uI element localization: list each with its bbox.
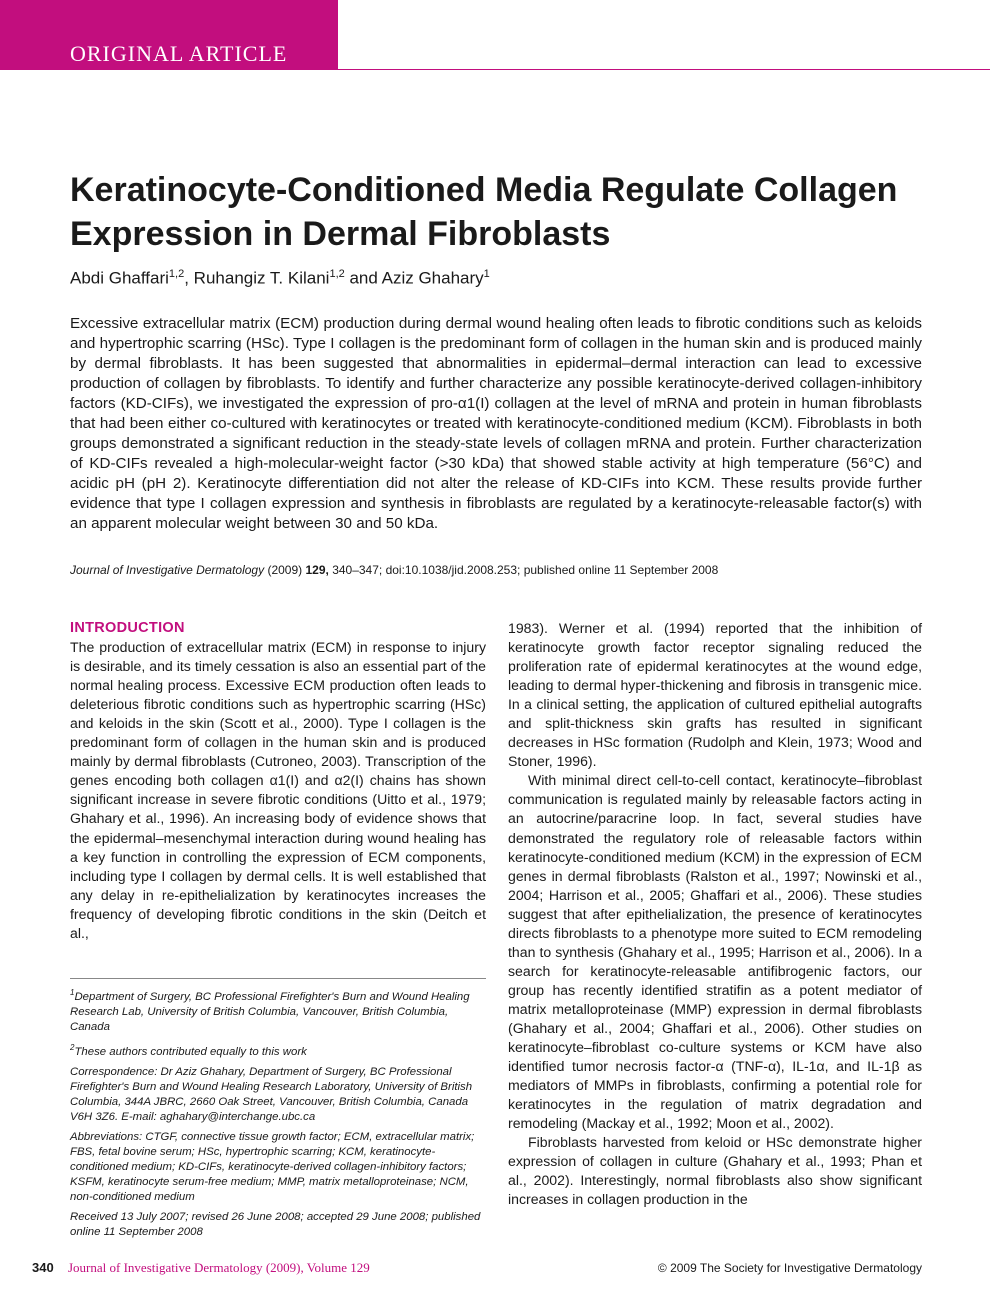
- article-title: Keratinocyte-Conditioned Media Regulate Collagen Expression in Dermal Fibroblasts: [70, 171, 898, 253]
- author-affiliation: 1,2: [329, 268, 345, 280]
- citation-volume: 129,: [305, 563, 329, 577]
- footnote-received: Received 13 July 2007; revised 26 June 2008; accepted 29 June 2008; published online 11 September 2008: [70, 1210, 481, 1238]
- author-separator: ,: [184, 268, 194, 288]
- page-number: 340: [32, 1260, 54, 1275]
- author-separator: and: [344, 268, 382, 288]
- author-affiliation: 1: [483, 268, 490, 280]
- author-name: Abdi Ghaffari: [70, 268, 169, 288]
- body-paragraph: With minimal direct cell-to-cell contact, keratinocyte–fibroblast communication is regulated mainly by releasable factors acting in an autocrine/paracrine loop. In fact, several studies have demonstrated the regulatory role of releasable factors within keratinocyte-conditioned medium (KCM) in the expression of ECM genes in dermal fibroblasts (Ralston et al., 1997; Nowinski et al., 2004; Harrison et al., 2005; Ghaffari et al., 2006). These studies suggest that after epithelialization, the presence of keratinocytes directs fibroblasts to a phenotype more suited to ECM remodeling than to synthesis (Ghahary et al., 1995; Harrison et al., 2006). In a search for keratinocyte-releasable antifibrogenic factors, our group has recently identified stratifin as a potent mediator of matrix metalloproteinase (MMP) expression in dermal fibroblasts (Ghahary et al., 2004; Ghaffari et al., 2006). Other studies on keratinocyte–fibroblast co-culture systems or KCM have also identified tumor necrosis factor-α (TNF-α), IL-1α, and IL-1β as mediators of MMPs in fibroblasts, confirming a potential role for keratinocytes in the regulation of matrix degradation and remodeling (Mackay et al., 1992; Moon et al., 2002).: [508, 772, 922, 1132]
- footnote-correspondence: Correspondence: Dr Aziz Ghahary, Department of Surgery, BC Professional Firefighter's Burn and Wound Healing Research Laboratory, University of British Columbia, 344A JBRC, 2660 Oak Street, Vancouver, British Columbia, Canada V6H 3Z6. E-mail: aghahary@interchange.ubc.ca: [70, 1065, 473, 1123]
- author-list: [70, 262, 930, 291]
- citation-year: (2009): [267, 563, 303, 577]
- citation-line: [70, 562, 922, 578]
- body-paragraph: The production of extracellular matrix (ECM) in response to injury is desirable, and its timely cessation is also an essential part of the normal healing process. Excessive ECM production often leads to deleterious fibrotic conditions such as hypertrophic scarring (HSc) and keloids in the skin (Scott et al., 2000). Type I collagen is the predominant form of collagen in the human skin and is produced mainly by dermal fibroblasts (Cutroneo, 2003). Transcription of the genes encoding both collagen α1(I) and α2(I) chains has shown significant increase in severe fibrotic conditions (Uitto et al., 1979; Ghahary et al., 1996). An increasing body of evidence shows that the epidermal–mesenchymal interaction during wound healing has a key function in controlling the expression of ECM components, including type I collagen by dermal cells. It is well established that any delay in re-epithelialization by keratinocytes increases the frequency of developing fibrotic conditions in the skin (Deitch et al.,: [70, 639, 486, 941]
- citation-pages: 340–347; doi:10.1038/jid.2008.253; published online 11 September 2008: [332, 563, 719, 577]
- body-paragraph: 1983). Werner et al. (1994) reported that the inhibition of keratinocyte growth factor receptor signaling reduced the proliferation rate of epidermal keratinocytes at the wound edge, leading to dermal hyper-thickening and fibrosis in transgenic mice. In a clinical setting, the application of cultured epithelial autografts and split-thickness skin grafts has resulted in significant decreases in HSc formation (Rudolph and Klein, 1973; Wood and Stoner, 1996).: [508, 620, 922, 770]
- header-rule: [338, 69, 990, 70]
- abstract: Excessive extracellular matrix (ECM) production during dermal wound healing often leads to fibrotic conditions such as keloids and hypertrophic scarring (HSc). Type I collagen is the predominant form of collagen in the human skin and is produced mainly by dermal fibroblasts. It has been suggested that abnormalities in epidermal–dermal interaction can lead to excessive production of collagen by fibroblasts. To identify and further characterize any possible keratinocyte-derived collagen-inhibitory factors (KD-CIFs), we investigated the expression of pro-α1(I) collagen at the level of mRNA and protein in human fibroblasts that had been either co-cultured with keratinocytes or treated with keratinocyte-conditioned medium (KCM). Fibroblasts in both groups demonstrated a significant reduction in the steady-state levels of collagen mRNA and protein. Further characterization of KD-CIFs revealed a high-molecular-weight factor (>30 kDa) that showed stable activity at high temperature (56°C) and acidic pH (pH 2). Keratinocyte differentiation did not alter the release of KD-CIFs into KCM. These results provide further evidence that type I collagen expression and synthesis in fibroblasts are regulated by a keratinocyte-releasable factor(s) with an apparent molecular weight between 30 and 50 kDa.: [70, 315, 922, 532]
- article-type-label: ORIGINAL ARTICLE: [70, 41, 288, 66]
- footnotes: [70, 985, 486, 1245]
- body-paragraph: Fibroblasts harvested from keloid or HSc demonstrate higher expression of collagen in culture (Ghahary et al., 1993; Phan et al., 2002). Interestingly, normal fibroblasts also show significant increases in collagen production in the: [508, 1134, 922, 1208]
- footnote-affiliation-2: $^2$These authors contributed equally to this work: [70, 1042, 307, 1058]
- right-column: [508, 619, 922, 1209]
- left-column: [70, 619, 486, 943]
- footnote-abbreviations: Abbreviations: CTGF, connective tissue growth factor; ECM, extracellular matrix; FBS, fetal bovine serum; HSc, hypertrophic scarring; KCM, keratinocyte-conditioned medium; KD-CIFs, keratinocyte-derived collagen-inhibitory factors; KSFM, keratinocyte serum-free medium; MMP, matrix metalloproteinase; NCM, non-conditioned medium: [70, 1130, 475, 1203]
- citation-journal: Journal of Investigative Dermatology: [70, 563, 265, 577]
- section-heading-introduction: INTRODUCTION: [70, 620, 185, 636]
- author-affiliation: 1,2: [168, 268, 185, 280]
- footnote-affiliation-1: $^1$Department of Surgery, BC Professional Firefighter's Burn and Wound Healing Research Lab, University of British Columbia, Vancouver, British Columbia, Canada: [70, 988, 470, 1033]
- author-name: Aziz Ghahary: [381, 268, 484, 288]
- footer-copyright: © 2009 The Society for Investigative Dermatology: [657, 1261, 922, 1275]
- author-name: Ruhangiz T. Kilani: [193, 268, 330, 288]
- footnote-rule: [70, 978, 486, 979]
- footer-journal: Journal of Investigative Dermatology (2009), Volume 129: [68, 1260, 370, 1275]
